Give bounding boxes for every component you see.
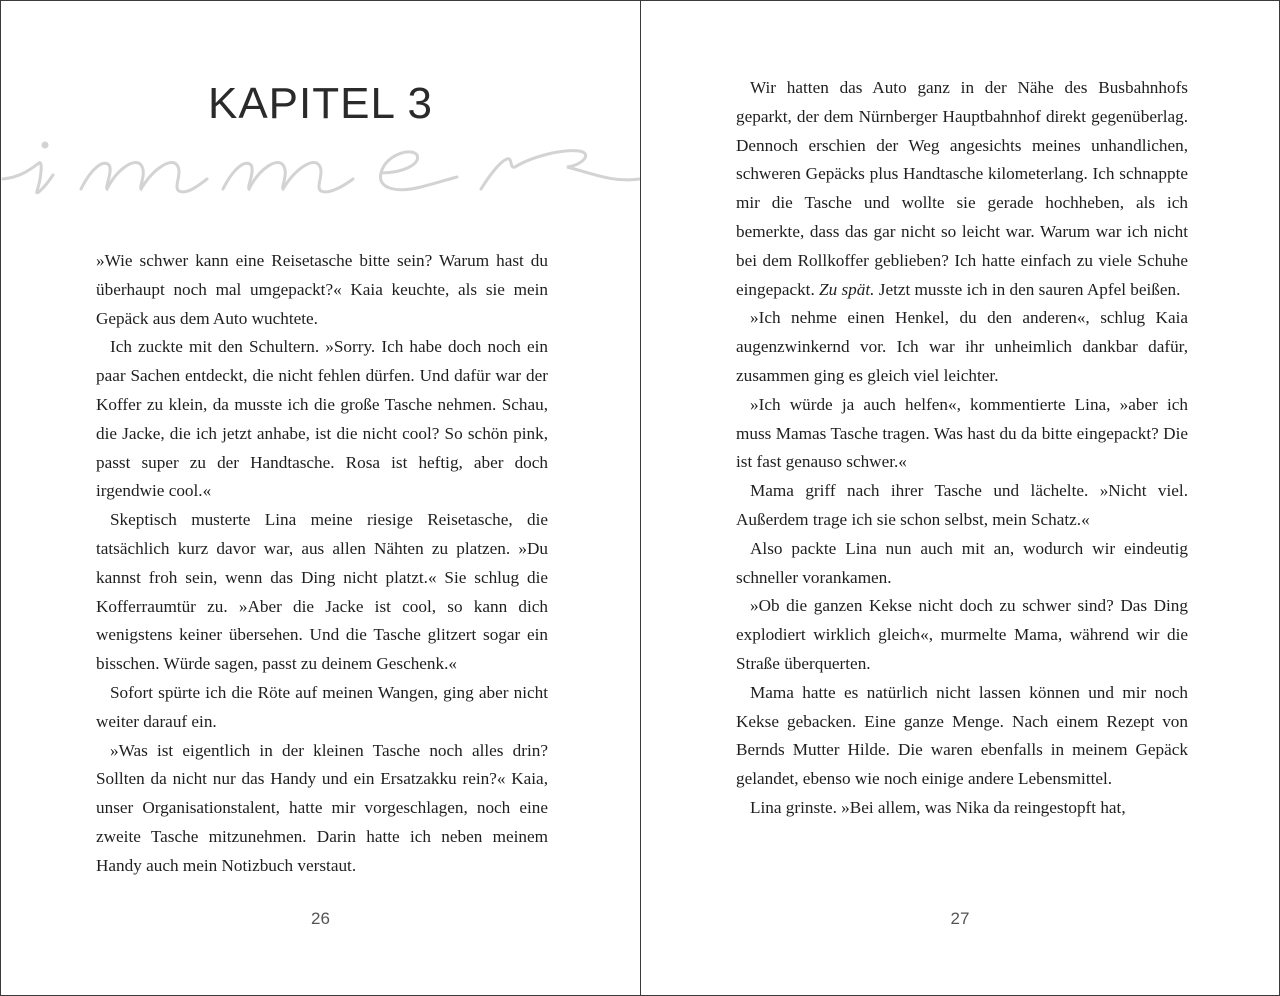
paragraph: Lina grinste. »Bei allem, was Nika da reingestopft hat, [750,797,1126,817]
paragraph: Ich zuckte mit den Schultern. »Sorry. Ich habe doch noch ein paar Sachen entdeckt, die nicht fehlen dürfen. Und dafür war der Koffer zu klein, da musste ich die große Tasche nehmen. Schau, die Jacke, die ich jetzt anhabe, ist die nicht cool? So schön pink, passt super zu der Handtasche. Rosa ist heftig, aber doch irgendwie cool.« [96,337,548,501]
right-page-text [736,74,1188,823]
paragraph: »Ich nehme einen Henkel, du den anderen«, schlug Kaia augenzwinkernd vor. Ich war ihr unheimlich dankbar dafür, zusammen ging es gleich viel leichter. [736,308,1188,385]
paragraph [736,74,1188,304]
right-page [641,1,1279,995]
paragraph-text-end: Jetzt musste ich in den sauren Apfel beißen. [874,279,1181,299]
italic-phrase: Zu spät. [819,279,875,299]
left-page-text [96,247,548,881]
paragraph: »Wie schwer kann eine Reisetasche bitte sein? Warum hast du überhaupt noch mal umgepackt?« Kaia keuchte, als sie mein Gepäck aus dem Auto wuchtete. [96,251,548,328]
paragraph: Mama griff nach ihrer Tasche und lächelte. »Nicht viel. Außerdem trage ich sie schon selbst, mein Schatz.« [736,481,1188,529]
page-number-left: 26 [311,909,330,928]
paragraph: »Ich würde ja auch helfen«, kommentierte Lina, »aber ich muss Mamas Tasche tragen. Was hast du da bitte eingepackt? Die ist fast genauso schwer.« [736,394,1188,472]
script-word-decoration [1,129,640,209]
paragraph: »Ob die ganzen Kekse nicht doch zu schwer sind? Das Ding explodiert wirklich gleich«, murmelte Mama, während wir die Straße überquerten. [736,596,1188,673]
paragraph-text: Wir hatten das Auto ganz in der Nähe des Busbahnhofs geparkt, der dem Nürnberger Hauptbahnhof direkt gegenüberlag. Dennoch erschien der Weg angesichts meines unhandlichen, schweren Gepäcks plus Handtasche kilometerlang. Ich schnappte mir die Tasche und wollte sie gerade hochheben, als ich bemerkte, dass das gar nicht so leicht war. Warum war ich nicht bei dem Rollkoffer geblieben? Ich hatte einfach zu viele Schuhe eingepackt. [736,78,1188,299]
paragraph: »Was ist eigentlich in der kleinen Tasche noch alles drin? Sollten da nicht nur das Handy und ein Ersatzakku rein?« Kaia, unser Organisationstalent, hatte mir vorgeschlagen, noch eine zweite Tasche mitzunehmen. Darin hatte ich neben meinem Handy auch mein Notizbuch verstaut. [96,740,548,875]
paragraph: Mama hatte es natürlich nicht lassen können und mir noch Kekse gebacken. Eine ganze Menge. Nach einem Rezept von Bernds Mutter Hilde. Die waren ebenfalls in meinem Gepäck gelandet, ebenso wie noch einige andere Lebensmittel. [736,682,1188,789]
paragraph: Also packte Lina nun auch mit an, wodurch wir eindeutig schneller vorankamen. [736,538,1188,587]
paragraph: Skeptisch musterte Lina meine riesige Reisetasche, die tatsächlich kurz davor war, aus allen Nähten zu platzen. »Du kannst froh sein, wenn das Ding nicht platzt.« Sie schlug die Kofferraumtür zu. »Aber die Jacke ist cool, so kann dich wenigstens keiner übersehen. Und die Tasche glitzert sogar ein bisschen. Würde sagen, passt zu deinem Geschenk.« [96,510,548,674]
paragraph: Sofort spürte ich die Röte auf meinen Wangen, ging aber nicht weiter darauf ein. [96,682,548,731]
left-page [1,1,640,995]
chapter-title: KAPITEL 3 [207,79,434,128]
page-number-right: 27 [950,909,970,928]
